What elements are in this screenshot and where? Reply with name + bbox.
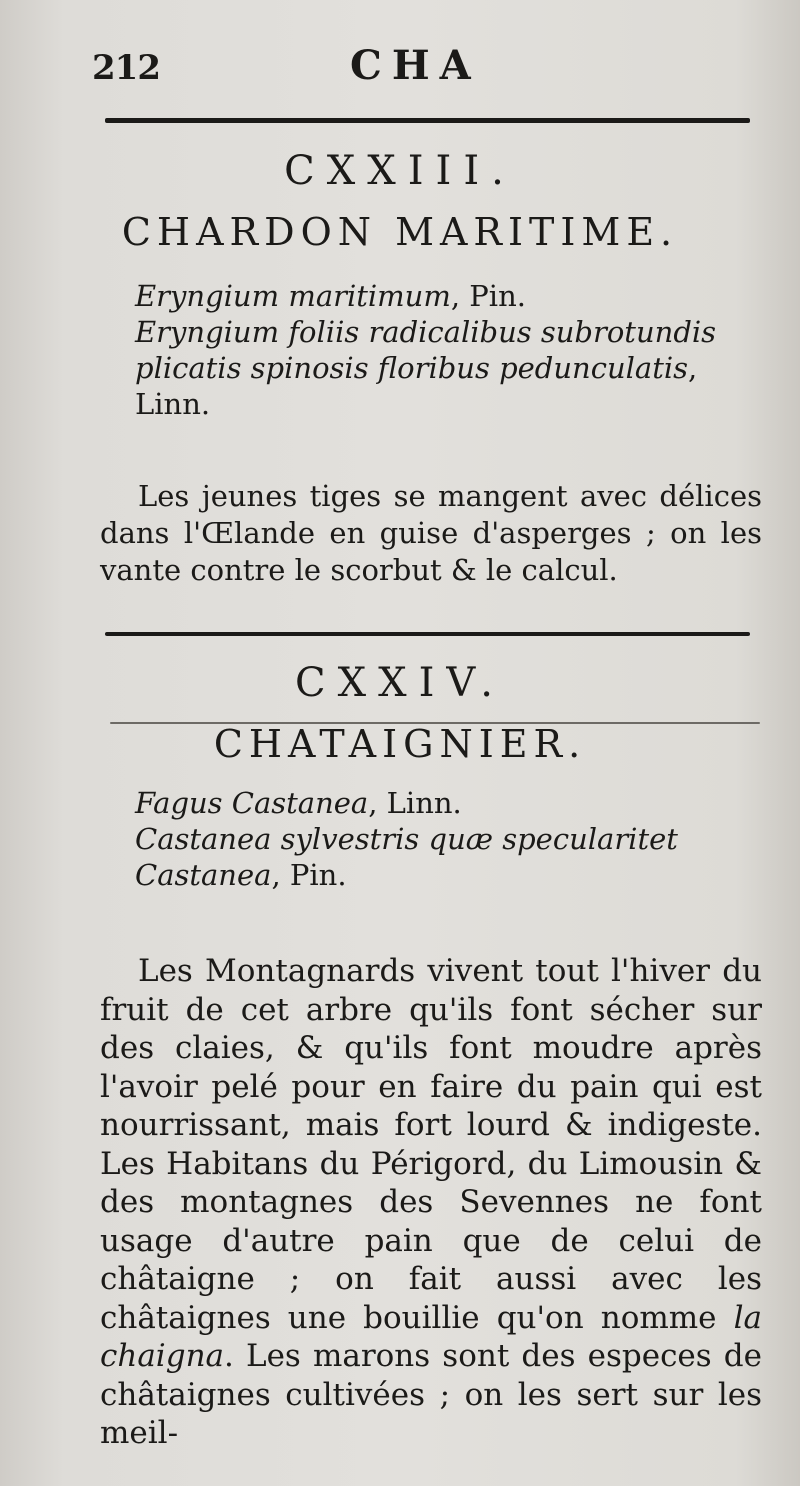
synonym-list xyxy=(135,278,765,422)
synonym-line xyxy=(135,821,765,893)
entry-body xyxy=(100,952,762,1453)
header-rule xyxy=(105,118,750,123)
entry-body-part: Les Montagnards vivent tout l'hiver du fruit de cet arbre qu'ils font sécher sur des claies, & qu'ils font moudre après l'avoir pelé pour en faire du pain qui est nourrissant, mais fort lourd & indigeste. Les Habitans du Périgord, du Limousin & des montagnes des Sevennes ne font usage d'autre pain que de celui de châtaigne ; on fait aussi avec les châtaignes une bouillie qu'on nomme xyxy=(100,953,762,1336)
latin-name: Eryngium foliis radicalibus subrotundis plicatis spinosis floribus pedunculatis xyxy=(135,315,717,385)
latin-name: Castanea sylvestris quæ specularitet Castanea xyxy=(135,822,678,892)
synonym-line xyxy=(135,314,765,422)
latin-name: Fagus Castanea xyxy=(135,786,369,820)
entry-title: CHARDON MARITIME. xyxy=(121,210,679,254)
synonym-author: , Pin. xyxy=(450,279,526,313)
synonym-author: , Linn. xyxy=(135,351,698,421)
synonym-line xyxy=(135,785,765,821)
entry-title: CHATAIGNIER. xyxy=(213,722,587,766)
entry-numeral: CXXIII. xyxy=(284,148,516,194)
entry-numeral: CXXIV. xyxy=(295,660,505,706)
entry-body: Les jeunes tiges se mangent avec délices dans l'Œlande en guise d'asperges ; on les vante contre le scorbut & le calcul. xyxy=(100,479,762,587)
page-number: 212 xyxy=(92,48,160,88)
latin-name: Eryngium maritimum xyxy=(135,279,451,313)
entry-body-italic: la chaigna xyxy=(100,1299,762,1374)
synonym-list xyxy=(135,785,765,893)
section-rule xyxy=(105,632,750,636)
synonym-author: , Pin. xyxy=(271,858,347,892)
synonym-author: , Linn. xyxy=(368,786,462,820)
entry-body-part: . Les marons sont des especes de châtaignes cultivées ; on les sert sur les meil- xyxy=(100,1338,762,1451)
running-head: CHA xyxy=(350,42,481,89)
synonym-line xyxy=(135,278,765,314)
